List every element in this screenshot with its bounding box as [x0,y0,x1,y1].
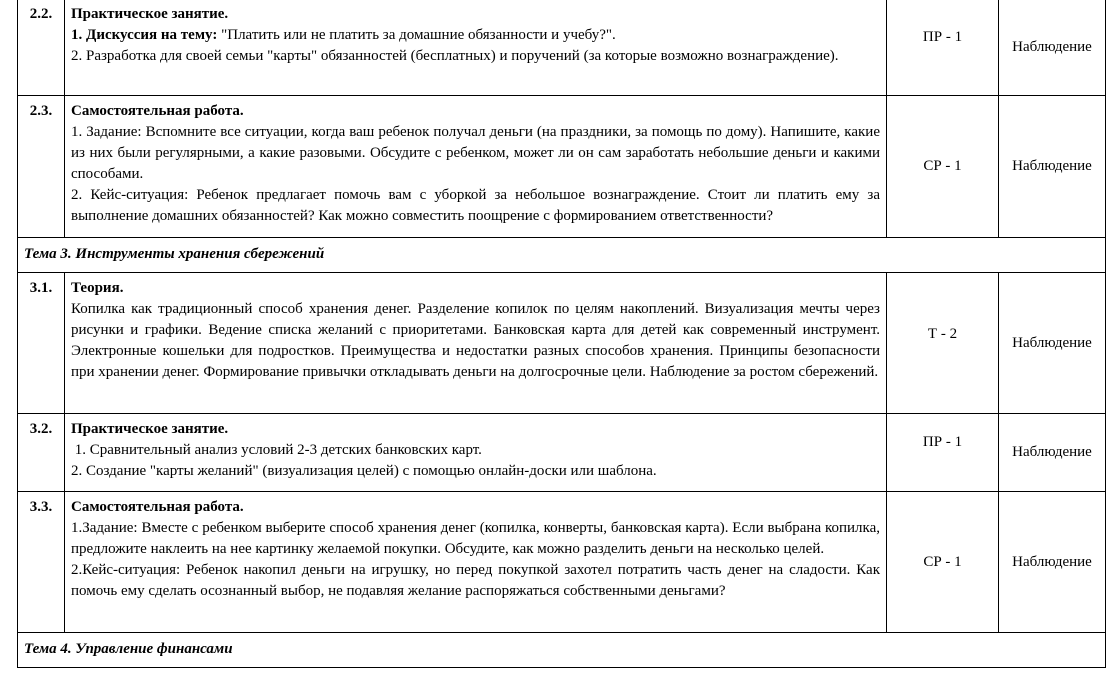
discussion-label: 1. Дискуссия на тему: [71,27,218,43]
row-heading: Теория. [71,280,124,296]
table-row [18,96,1106,238]
row-content [65,0,887,96]
row-number: 2.3. [18,96,65,238]
control-form: Наблюдение [999,0,1106,96]
row-line: 2. Создание "карты желаний" (визуализация целей) с помощью онлайн-доски или шаблона. [71,463,657,479]
control-form: Наблюдение [999,96,1106,238]
hours-code: Т - 2 [887,273,999,414]
row-content [65,273,887,414]
hours-code: СР - 1 [887,96,999,238]
hours-code: ПР - 1 [887,0,999,96]
control-form: Наблюдение [999,273,1106,414]
row-number: 3.2. [18,414,65,492]
row-heading: Самостоятельная работа. [71,103,244,119]
table-row [18,492,1106,633]
curriculum-table [17,0,1106,668]
row-heading: Практическое занятие. [71,421,229,437]
row-line: 1. Задание: Вспомните все ситуации, когда ваш ребенок получал деньги (на праздники, за помощь по дому). Напишите, какие из них были регулярными, а какие разовыми. Обсудите с ребенком, может ли он сам заработать небольшие деньги и какими способами. [71,124,880,182]
row-line: 1. Сравнительный анализ условий 2-3 детских банковских карт. [71,442,482,458]
row-number: 2.2. [18,0,65,96]
row-content [65,492,887,633]
hours-code: СР - 1 [887,492,999,633]
table-row [18,273,1106,414]
row-heading: Практическое занятие. [71,6,229,22]
row-heading: Самостоятельная работа. [71,499,244,515]
hours-code: ПР - 1 [887,414,999,492]
row-number: 3.1. [18,273,65,414]
row-line [71,25,880,46]
table-row [18,0,1106,96]
table-row [18,414,1106,492]
row-number: 3.3. [18,492,65,633]
topic-row [18,633,1106,668]
row-line: 1.Задание: Вместе с ребенком выберите способ хранения денег (копилка, конверты, банковская карта). Если выбрана копилка, предложите наклеить на нее картинку желаемой покупки. Обсудите, как можно разделить деньги на несколько целей. [71,520,880,557]
control-form: Наблюдение [999,414,1106,492]
discussion-text: "Платить или не платить за домашние обязанности и учебу?". [217,27,616,43]
row-content [65,96,887,238]
row-line: 2.Кейс-ситуация: Ребенок накопил деньги на игрушку, но перед покупкой захотел потратить часть денег на сладости. Как помочь ему сделать осознанный выбор, не подавляя желание распоряжаться собственными деньгами? [71,562,880,599]
row-line: 2. Разработка для своей семьи "карты" обязанностей (бесплатных) и поручений (за которые возможно вознаграждение). [71,48,839,64]
row-line: 2. Кейс-ситуация: Ребенок предлагает помочь вам с уборкой за небольшое вознаграждение. Стоит ли платить ему за выполнение домашних обязанностей? Как можно совместить поощрение с формированием ответственности? [71,187,880,224]
topic-row [18,238,1106,273]
row-line: Копилка как традиционный способ хранения денег. Разделение копилок по целям накоплений. Визуализация мечты через рисунки и графики. Ведение списка желаний с приоритетами. Банковская карта для детей как современный инструмент. Электронные кошельки для подростков. Преимущества и недостатки разных способов хранения. Принципы безопасности при хранении денег. Формирование привычки откладывать деньги на долгосрочные цели. Наблюдение за ростом сбережений. [71,301,880,380]
topic-title: Тема 3. Инструменты хранения сбережений [18,238,1106,273]
control-form: Наблюдение [999,492,1106,633]
topic-title: Тема 4. Управление финансами [18,633,1106,668]
row-content [65,414,887,492]
